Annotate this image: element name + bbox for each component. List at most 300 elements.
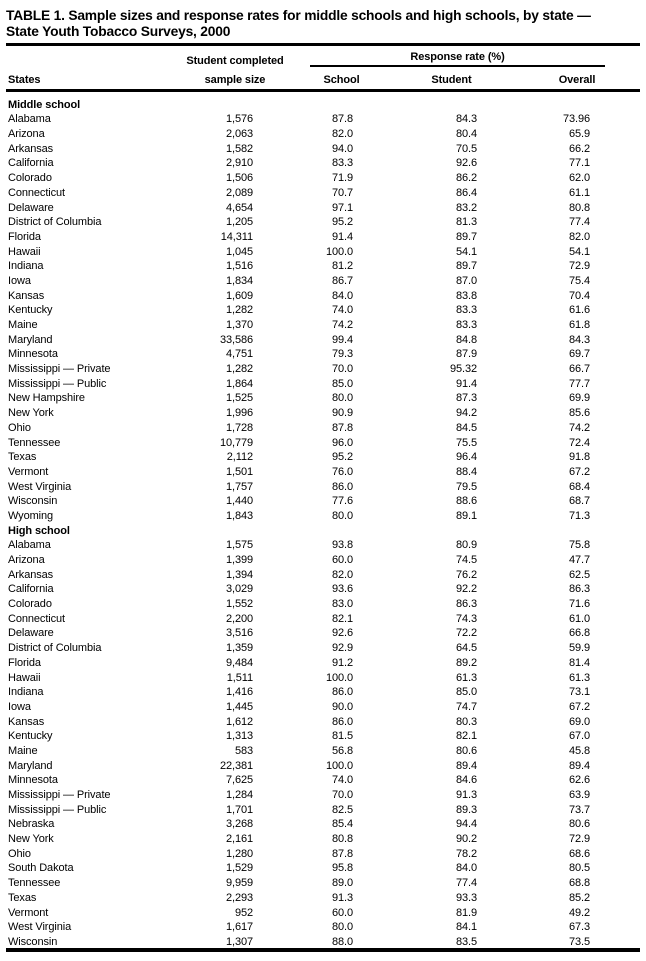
- sample-size: 1,576: [225, 113, 253, 126]
- student-rate: 87.0: [455, 274, 477, 287]
- table-row: [6, 302, 640, 317]
- state-name: Wyoming: [8, 509, 54, 522]
- table-row: [6, 507, 640, 522]
- col-header-states: States: [8, 74, 41, 86]
- student-rate: 90.2: [455, 833, 477, 846]
- school-rate: 77.6: [331, 495, 353, 508]
- overall-rate: 82.0: [569, 230, 591, 243]
- school-rate: 95.2: [331, 216, 353, 229]
- student-rate: 89.7: [455, 260, 477, 273]
- sample-size: 1,205: [225, 216, 253, 229]
- overall-rate: 65.9: [569, 128, 591, 141]
- table-row: [6, 140, 640, 155]
- overall-rate: 67.2: [569, 700, 591, 713]
- state-name: Mississippi — Private: [8, 363, 111, 376]
- state-name: Maine: [8, 319, 38, 331]
- school-rate: 74.0: [331, 304, 353, 317]
- student-rate: 83.2: [455, 201, 477, 214]
- state-name: Tennessee: [8, 436, 61, 449]
- table-row: [6, 111, 640, 126]
- school-rate: 74.2: [331, 319, 353, 331]
- state-name: District of Columbia: [8, 642, 102, 655]
- state-name: Florida: [8, 656, 41, 669]
- student-rate: 77.4: [455, 877, 477, 890]
- overall-rate: 62.6: [569, 774, 591, 787]
- table-row: [6, 493, 640, 508]
- sample-size: 1,864: [225, 377, 253, 390]
- school-rate: 83.3: [331, 157, 353, 170]
- sample-size: 1,313: [225, 730, 253, 743]
- table-row: [6, 346, 640, 361]
- table-row: [6, 243, 640, 258]
- student-rate: 91.4: [455, 377, 477, 390]
- student-rate: 84.6: [455, 774, 477, 787]
- state-name: Iowa: [8, 700, 31, 713]
- student-rate: 83.5: [455, 935, 477, 948]
- sample-size: 33,586: [219, 333, 253, 346]
- student-rate: 61.3: [455, 671, 477, 684]
- table-row: [6, 757, 640, 772]
- sample-size: 1,501: [225, 465, 253, 478]
- student-rate: 82.1: [455, 730, 477, 743]
- sample-size: 2,293: [225, 891, 253, 904]
- student-rate: 74.3: [455, 612, 477, 625]
- school-rate: 74.0: [331, 774, 353, 787]
- school-rate: 88.0: [331, 935, 353, 948]
- table-row: [6, 698, 640, 713]
- student-rate: 87.9: [455, 348, 477, 361]
- state-name: Delaware: [8, 627, 54, 640]
- overall-rate: 80.8: [569, 201, 591, 214]
- sample-size: 22,381: [219, 759, 253, 772]
- school-rate: 87.8: [331, 847, 353, 860]
- state-name: Indiana: [8, 260, 44, 273]
- student-rate: 79.5: [455, 480, 477, 493]
- sample-size: 3,029: [225, 583, 253, 596]
- table-row: [6, 155, 640, 170]
- table-row: [6, 728, 640, 743]
- state-name: Ohio: [8, 421, 31, 434]
- overall-rate: 62.0: [569, 172, 591, 185]
- overall-rate: 61.0: [569, 612, 591, 625]
- student-rate: 88.6: [455, 495, 477, 508]
- student-rate: 94.2: [455, 407, 477, 420]
- overall-rate: 68.8: [569, 877, 591, 890]
- sample-size: 2,910: [225, 157, 253, 170]
- state-name: Mississippi — Public: [8, 377, 107, 390]
- table-row: [6, 331, 640, 346]
- sample-size: 1,359: [225, 642, 253, 655]
- col-header-sample-line2: sample size: [204, 74, 266, 86]
- student-rate: 70.5: [455, 142, 477, 155]
- table-row: [6, 713, 640, 728]
- overall-rate: 85.2: [569, 891, 591, 904]
- state-name: Tennessee: [8, 877, 61, 890]
- overall-rate: 47.7: [569, 554, 591, 566]
- table-row: [6, 830, 640, 845]
- sample-size: 2,063: [225, 128, 253, 141]
- table-row: [6, 258, 640, 273]
- school-rate: 82.1: [331, 612, 353, 625]
- overall-rate: 68.6: [569, 847, 591, 860]
- sample-size: 1,511: [226, 671, 253, 684]
- student-rate: 95.32: [449, 363, 477, 376]
- student-rate: 84.3: [455, 113, 477, 126]
- state-name: Arizona: [8, 554, 45, 566]
- student-rate: 89.7: [455, 230, 477, 243]
- student-rate: 75.5: [455, 436, 477, 449]
- state-name: New York: [8, 407, 54, 420]
- table-row: [6, 360, 640, 375]
- state-name: Colorado: [8, 598, 52, 611]
- school-rate: 86.0: [331, 480, 353, 493]
- overall-rate: 69.9: [569, 392, 591, 405]
- sample-size: 9,959: [225, 877, 253, 890]
- sample-size: 1,728: [225, 421, 253, 434]
- state-name: Arkansas: [8, 568, 54, 581]
- sample-size: 1,506: [225, 172, 253, 185]
- student-rate: 94.4: [455, 818, 477, 831]
- state-name: Connecticut: [8, 612, 65, 625]
- table-row: [6, 610, 640, 625]
- overall-rate: 71.6: [569, 598, 591, 611]
- table-row: [6, 463, 640, 478]
- sample-size: 1,280: [225, 847, 253, 860]
- school-rate: 100.0: [325, 671, 353, 684]
- table-row: [6, 625, 640, 640]
- data-table: [6, 43, 640, 952]
- sample-size: 1,394: [225, 568, 253, 581]
- overall-rate: 63.9: [569, 789, 591, 801]
- section-row: [6, 522, 640, 537]
- sample-size: 2,089: [225, 186, 253, 199]
- sample-size: 1,282: [225, 304, 253, 317]
- overall-rate: 70.4: [569, 289, 591, 302]
- state-name: Alabama: [8, 113, 51, 126]
- overall-rate: 73.7: [569, 803, 591, 816]
- school-rate: 80.0: [331, 392, 353, 405]
- sample-size: 1,617: [225, 921, 253, 934]
- student-rate: 86.4: [455, 186, 477, 199]
- table-title-line1: TABLE 1. Sample sizes and response rates for middle schools and high schools, by state —: [6, 8, 591, 23]
- sample-size: 4,751: [225, 348, 253, 361]
- sample-size: 1,284: [225, 789, 253, 801]
- state-name: Indiana: [8, 686, 44, 699]
- table-row: [6, 801, 640, 816]
- school-rate: 100.0: [325, 759, 353, 772]
- school-rate: 97.1: [331, 201, 353, 214]
- table-row: [6, 816, 640, 831]
- sample-size: 1,843: [225, 509, 253, 522]
- sample-size: 1,399: [225, 554, 253, 566]
- overall-rate: 69.0: [569, 715, 591, 728]
- state-name: New Hampshire: [8, 392, 85, 405]
- student-rate: 89.1: [455, 509, 477, 522]
- school-rate: 82.0: [331, 128, 353, 141]
- table-row: [6, 786, 640, 801]
- school-rate: 80.0: [331, 509, 353, 522]
- sample-size: 10,779: [219, 436, 253, 449]
- state-name: Maryland: [8, 333, 53, 346]
- overall-rate: 66.2: [569, 142, 591, 155]
- overall-rate: 71.3: [569, 509, 591, 522]
- sample-size: 1,582: [225, 142, 253, 155]
- table-row: [6, 228, 640, 243]
- overall-rate: 61.6: [569, 304, 591, 317]
- overall-rate: 69.7: [569, 348, 591, 361]
- overall-rate: 84.3: [569, 333, 591, 346]
- table-row: [6, 537, 640, 552]
- state-name: Iowa: [8, 274, 31, 287]
- sample-size: 1,701: [225, 803, 253, 816]
- section-row: [6, 91, 640, 111]
- student-rate: 91.3: [455, 789, 477, 801]
- school-rate: 81.2: [331, 260, 353, 273]
- state-name: Maine: [8, 744, 38, 757]
- school-rate: 83.0: [331, 598, 353, 611]
- table-row: [6, 860, 640, 875]
- sample-size: 1,525: [225, 392, 253, 405]
- school-rate: 84.0: [331, 289, 353, 302]
- table-row: [6, 169, 640, 184]
- overall-rate: 72.4: [569, 436, 591, 449]
- state-name: Alabama: [8, 539, 51, 552]
- col-header-response-group: [294, 45, 640, 68]
- student-rate: 84.0: [455, 862, 477, 875]
- school-rate: 81.5: [331, 730, 353, 743]
- sample-size: 9,484: [225, 656, 253, 669]
- overall-rate: 86.3: [569, 583, 591, 596]
- school-rate: 70.0: [331, 363, 353, 376]
- overall-rate: 54.1: [569, 245, 591, 258]
- table-row: [6, 551, 640, 566]
- overall-rate: 80.6: [569, 818, 591, 831]
- school-rate: 82.0: [331, 568, 353, 581]
- response-rate-group-label: Response rate (%): [310, 51, 605, 67]
- state-name: Arkansas: [8, 142, 54, 155]
- sample-size: 1,552: [225, 598, 253, 611]
- overall-rate: 73.1: [569, 686, 591, 699]
- student-rate: 81.9: [455, 906, 477, 919]
- student-rate: 92.2: [455, 583, 477, 596]
- table-row: [6, 404, 640, 419]
- student-rate: 89.3: [455, 803, 477, 816]
- overall-rate: 89.4: [569, 759, 591, 772]
- sample-size: 1,445: [225, 700, 253, 713]
- table-row: [6, 889, 640, 904]
- sample-size: 2,161: [225, 833, 253, 846]
- table-row: [6, 566, 640, 581]
- state-name: Connecticut: [8, 186, 65, 199]
- state-name: Kansas: [8, 715, 45, 728]
- state-name: Minnesota: [8, 348, 58, 361]
- school-rate: 91.4: [331, 230, 353, 243]
- header-spacer: [6, 45, 176, 68]
- state-name: Mississippi — Private: [8, 789, 111, 801]
- sample-size: 1,045: [225, 245, 253, 258]
- overall-rate: 49.2: [569, 906, 591, 919]
- school-rate: 93.6: [331, 583, 353, 596]
- overall-rate: 59.9: [569, 642, 591, 655]
- student-rate: 88.4: [455, 465, 477, 478]
- overall-rate: 66.7: [569, 363, 591, 376]
- overall-rate: 74.2: [569, 421, 591, 434]
- overall-rate: 61.3: [569, 671, 591, 684]
- student-rate: 84.8: [455, 333, 477, 346]
- overall-rate: 67.3: [569, 921, 591, 934]
- sample-size: 1,440: [225, 495, 253, 508]
- student-rate: 80.4: [455, 128, 477, 141]
- school-rate: 82.5: [331, 803, 353, 816]
- state-name: Wisconsin: [8, 935, 58, 948]
- table-row: [6, 669, 640, 684]
- overall-rate: 85.6: [569, 407, 591, 420]
- table-row: [6, 742, 640, 757]
- overall-rate: 72.9: [569, 260, 591, 273]
- student-rate: 74.5: [455, 554, 477, 566]
- overall-rate: 61.8: [569, 319, 591, 331]
- state-name: Minnesota: [8, 774, 58, 787]
- student-rate: 76.2: [455, 568, 477, 581]
- overall-rate: 45.8: [569, 744, 591, 757]
- table-title-line2: State Youth Tobacco Surveys, 2000: [6, 24, 231, 39]
- col-header-sample-line1: Student completed: [186, 55, 284, 67]
- sample-size: 1,575: [225, 539, 253, 552]
- table-row: [6, 287, 640, 302]
- school-rate: 92.9: [331, 642, 353, 655]
- school-rate: 85.4: [331, 818, 353, 831]
- state-name: Colorado: [8, 172, 52, 185]
- state-name: Mississippi — Public: [8, 803, 107, 816]
- sample-size: 7,625: [225, 774, 253, 787]
- table-row: [6, 184, 640, 199]
- table-row: [6, 639, 640, 654]
- overall-rate: 75.4: [569, 274, 591, 287]
- school-rate: 60.0: [331, 554, 353, 566]
- section-label: Middle school: [8, 98, 81, 111]
- student-rate: 64.5: [455, 642, 477, 655]
- sample-size: 1,516: [225, 260, 253, 273]
- sample-size: 3,268: [225, 818, 253, 831]
- state-name: Kentucky: [8, 730, 53, 743]
- student-rate: 86.2: [455, 172, 477, 185]
- school-rate: 94.0: [331, 142, 353, 155]
- section-label: High school: [8, 524, 70, 537]
- state-name: Nebraska: [8, 818, 55, 831]
- overall-rate: 68.4: [569, 480, 591, 493]
- school-rate: 60.0: [331, 906, 353, 919]
- state-name: Wisconsin: [8, 495, 58, 508]
- student-rate: 80.6: [455, 744, 477, 757]
- state-name: Kentucky: [8, 304, 53, 317]
- col-header-overall: Overall: [558, 74, 596, 86]
- student-rate: 83.3: [455, 319, 477, 331]
- table-row: [6, 581, 640, 596]
- overall-rate: 66.8: [569, 627, 591, 640]
- state-name: Ohio: [8, 847, 31, 860]
- school-rate: 89.0: [331, 877, 353, 890]
- school-rate: 71.9: [331, 172, 353, 185]
- sample-size: 1,529: [225, 862, 253, 875]
- table-body: [6, 91, 640, 950]
- school-rate: 100.0: [325, 245, 353, 258]
- student-rate: 80.3: [455, 715, 477, 728]
- sample-size: 1,282: [225, 363, 253, 376]
- table-row: [6, 874, 640, 889]
- school-rate: 86.7: [331, 274, 353, 287]
- student-rate: 87.3: [455, 392, 477, 405]
- sample-size: 1,609: [225, 289, 253, 302]
- school-rate: 91.3: [331, 891, 353, 904]
- school-rate: 79.3: [331, 348, 353, 361]
- table-row: [6, 390, 640, 405]
- sample-size: 1,307: [225, 935, 253, 948]
- student-rate: 86.3: [455, 598, 477, 611]
- sample-size: 1,757: [225, 480, 253, 493]
- overall-rate: 61.1: [569, 186, 591, 199]
- student-rate: 81.3: [455, 216, 477, 229]
- state-name: Hawaii: [8, 245, 41, 258]
- state-name: Texas: [8, 891, 37, 904]
- state-name: Vermont: [8, 465, 49, 478]
- sample-size: 1,416: [225, 686, 253, 699]
- student-rate: 92.6: [455, 157, 477, 170]
- school-rate: 95.2: [331, 451, 353, 464]
- table-row: [6, 595, 640, 610]
- sample-size: 1,612: [225, 715, 253, 728]
- state-name: West Virginia: [8, 480, 72, 493]
- table-row: [6, 434, 640, 449]
- school-rate: 93.8: [331, 539, 353, 552]
- table-row: [6, 449, 640, 464]
- state-name: California: [8, 157, 54, 170]
- overall-rate: 75.8: [569, 539, 591, 552]
- table-header: [6, 45, 640, 91]
- school-rate: 70.7: [331, 186, 353, 199]
- student-rate: 72.2: [455, 627, 477, 640]
- sample-size: 2,112: [226, 451, 253, 464]
- table-row: [6, 375, 640, 390]
- state-name: Texas: [8, 451, 37, 464]
- table-row: [6, 419, 640, 434]
- overall-rate: 91.8: [569, 451, 591, 464]
- school-rate: 70.0: [331, 789, 353, 801]
- col-header-school: School: [323, 74, 360, 86]
- school-rate: 80.0: [331, 921, 353, 934]
- state-name: Vermont: [8, 906, 49, 919]
- state-name: Hawaii: [8, 671, 41, 684]
- school-rate: 76.0: [331, 465, 353, 478]
- school-rate: 91.2: [331, 656, 353, 669]
- table-row: [6, 199, 640, 214]
- overall-rate: 67.2: [569, 465, 591, 478]
- school-rate: 99.4: [331, 333, 353, 346]
- student-rate: 89.2: [455, 656, 477, 669]
- student-rate: 74.7: [455, 700, 477, 713]
- overall-rate: 80.5: [569, 862, 591, 875]
- state-name: Florida: [8, 230, 41, 243]
- overall-rate: 73.96: [562, 113, 591, 126]
- sample-size: 952: [234, 906, 253, 919]
- student-rate: 93.3: [455, 891, 477, 904]
- state-name: Kansas: [8, 289, 45, 302]
- table-row: [6, 478, 640, 493]
- sample-size: 14,311: [220, 230, 253, 243]
- overall-rate: 68.7: [569, 495, 591, 508]
- table-row: [6, 904, 640, 919]
- overall-rate: 72.9: [569, 833, 591, 846]
- state-name: West Virginia: [8, 921, 72, 934]
